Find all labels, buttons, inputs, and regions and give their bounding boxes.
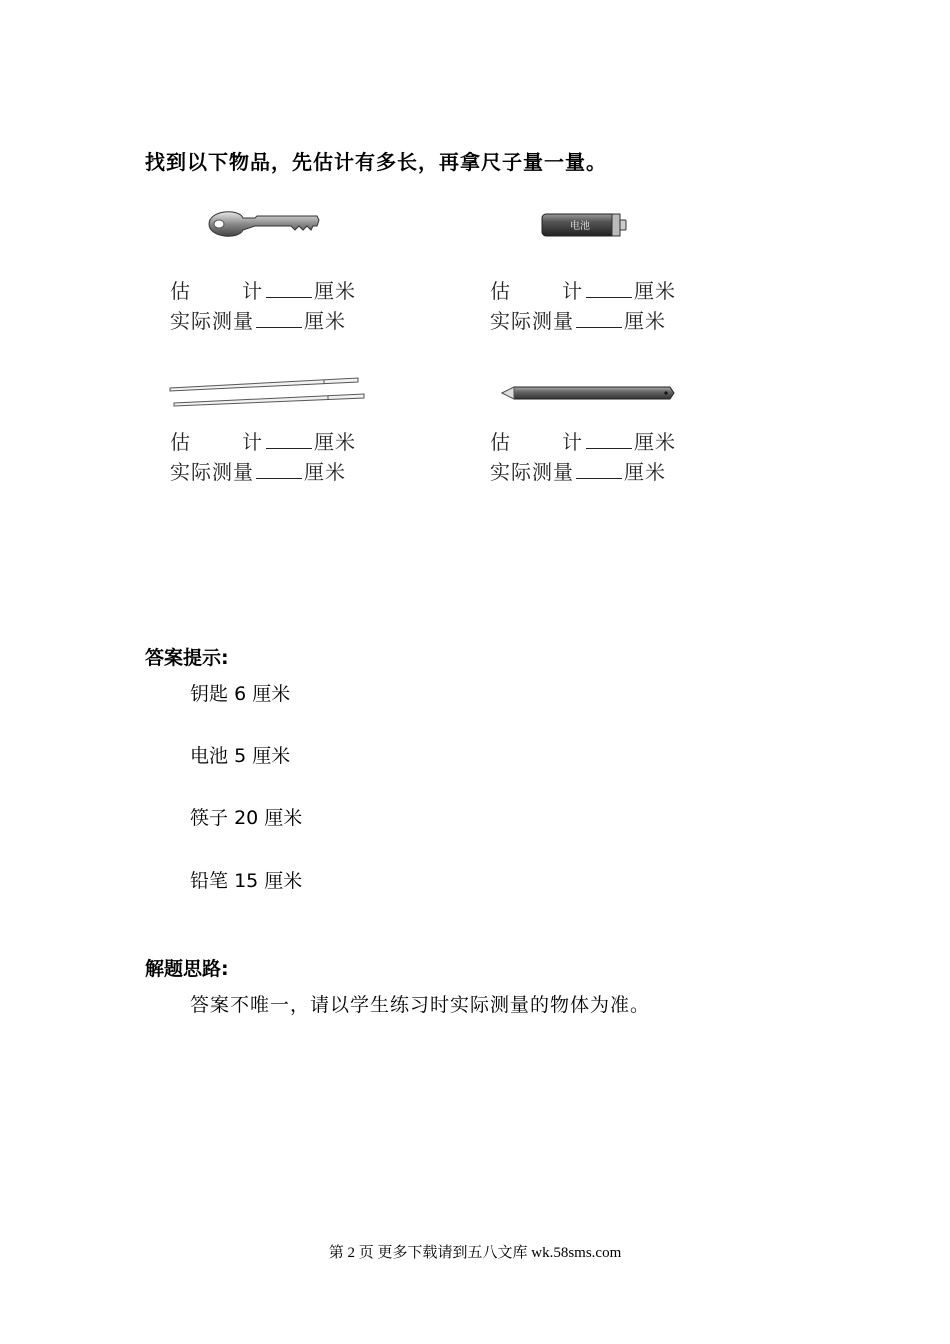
- estimate-row-pencil: 估 计 厘米: [490, 430, 676, 454]
- instruction-text: 找到以下物品，先估计有多长，再拿尺子量一量。: [145, 150, 607, 174]
- actual-row-chopsticks: 实际测量 厘米: [170, 460, 346, 484]
- estimate-row-battery: 估 计 厘米: [490, 279, 676, 303]
- key-icon: [205, 204, 321, 244]
- estimate-blank[interactable]: [586, 279, 632, 298]
- chopsticks-icon: [168, 374, 368, 408]
- estimate-blank[interactable]: [266, 430, 312, 449]
- estimate-blank[interactable]: [266, 279, 312, 298]
- estimate-row-key: 估 计 厘米: [170, 279, 356, 303]
- answer-pencil: 铅笔 15 厘米: [190, 870, 303, 892]
- actual-blank[interactable]: [256, 460, 302, 479]
- answer-battery: 电池 5 厘米: [190, 745, 291, 767]
- page-footer: 第 2 页 更多下载请到五八文库 wk.58sms.com: [328, 1245, 622, 1261]
- estimate-blank[interactable]: [586, 430, 632, 449]
- reason-text: 答案不唯一，请以学生练习时实际测量的物体为准。: [190, 994, 651, 1016]
- actual-blank[interactable]: [576, 309, 622, 328]
- answer-key: 钥匙 6 厘米: [190, 683, 291, 705]
- actual-blank[interactable]: [256, 309, 302, 328]
- pencil-icon: [500, 384, 676, 402]
- estimate-row-chopsticks: 估 计 厘米: [170, 430, 356, 454]
- actual-blank[interactable]: [576, 460, 622, 479]
- actual-row-battery: 实际测量 厘米: [490, 309, 666, 333]
- battery-icon: [540, 212, 632, 238]
- reason-title: 解题思路:: [145, 958, 229, 980]
- answer-chopsticks: 筷子 20 厘米: [190, 807, 303, 829]
- actual-row-pencil: 实际测量 厘米: [490, 460, 666, 484]
- actual-row-key: 实际测量 厘米: [170, 309, 346, 333]
- svg-text:电池: 电池: [570, 221, 590, 232]
- answer-title: 答案提示:: [145, 647, 229, 669]
